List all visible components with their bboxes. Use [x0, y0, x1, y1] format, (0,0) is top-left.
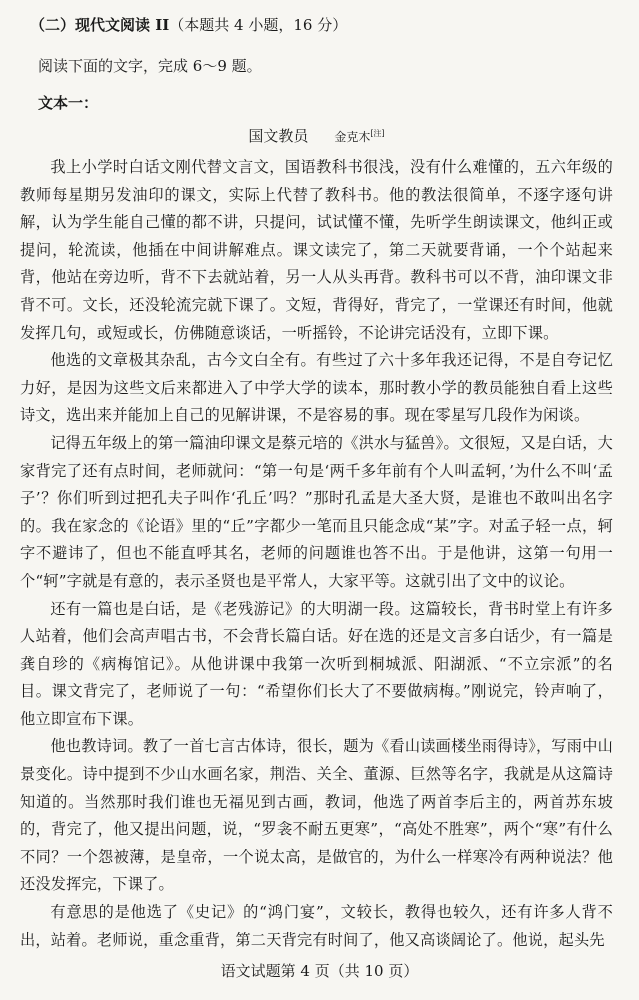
article-author: [334, 130, 384, 144]
paragraph-3: 记得五年级上的第一篇油印课文是蔡元培的《洪水与猛兽》。文很短，又是白话，大家背完了还有点时间，老师就问：“第一句是‘两千多年前有个人叫孟轲，’为什么不叫‘孟子’？你们听到过把孔夫子叫作‘孔丘’吗？”那时孔孟是大圣大贤，是谁也不敢叫出名字的。我在家念的《论语》里的“丘”字都少一笔而且只能念成“某”字。对孟子轻一点，轲字不避讳了，但也不能直呼其名，老师的问题谁也答不出。于是他讲，这第一句用一个“轲”字就是有意的，表示圣贤也是平常人，大家平等。这就引出了文中的议论。: [20, 433, 613, 590]
paragraph-4: 还有一篇也是白话，是《老残游记》的大明湖一段。这篇较长，背书时堂上有许多人站着，他们会高声唱古书，不会背长篇白话。好在选的还是文言多白话少，有一篇是龚自珍的《病梅馆记》。从他讲课中我第一次听到桐城派、阳湖派、“不立宗派”的名目。课文背完了，老师说了一句：“希望你们长大了不要做病梅。”刚说完，铃声响了，他立即宣布下课。: [20, 599, 613, 728]
author-note: [注]: [370, 129, 385, 138]
article-body: [20, 154, 613, 954]
section-subtitle: （本题共 4 小题，16 分）: [169, 16, 348, 34]
article-heading: [20, 125, 613, 146]
section-title: （二）现代文阅读 II: [30, 16, 170, 34]
reading-instruction: 阅读下面的文字，完成 6～9 题。: [38, 57, 262, 75]
section-heading: [30, 14, 613, 35]
author-name: 金克木: [334, 130, 371, 144]
paragraph-5: 他也教诗词。教了一首七言古体诗，很长，题为《看山读画楼坐雨得诗》，写雨中山景变化。诗中提到不少山水画名家，荆浩、关全、董源、巨然等名字，我就是从这篇诗知道的。当然那时我们谁也无福见到古画，教词，他选了两首李后主的，两首苏东坡的，背完了，他又提出问题，说，“罗衾不耐五更寒”，“高处不胜寒”，两个“寒”有什么不同？一个怨被薄，是皇帝，一个说太高，是做官的，为什么一样寒冷有两种说法？他还没发挥完，下课了。: [20, 737, 613, 894]
paragraph-1: 我上小学时白话文刚代替文言文，国语教科书很浅，没有什么难懂的，五六年级的教师每星期另发油印的课文，实际上代替了教科书。他的教法很简单，不逐字逐句讲解，认为学生能自己懂的都不讲，只提问，试试懂不懂，先听学生朗读课文，他纠正或提问，轮流读，他插在中间讲解难点。课文读完了，第二天就要背诵，一个个站起来背，他站在旁边听，背不下去就站着，另一人从头再背。教科书可以不背，油印课文非背不可。文长，还没轮流完就下课了。文短，背得好，背完了，一堂课还有时间，他就发挥几句，或短或长，仿佛随意谈话，一听摇铃，不论讲完话没有，立即下课。: [20, 158, 613, 342]
article-title: 国文教员: [248, 127, 309, 145]
paragraph-2: 他选的文章极其杂乱，古今文白全有。有些过了六十多年我还记得，不是自夸记忆力好，是因为这些文后来都进入了中学大学的读本，那时教小学的教员能独自看上这些诗文，选出来并能加上自己的见解讲课，不是容易的事。现在零星写几段作为闲谈。: [20, 351, 613, 425]
page-footer: 语文试题第 4 页（共 10 页）: [220, 962, 419, 980]
paragraph-6: 有意思的是他选了《史记》的“鸿门宴”，文较长，教得也较久，还有许多人背不出，站着。老师说，重念重背，第二天背完有时间了，他又高谈阔论了。他说，起头先: [20, 903, 613, 949]
text-label: 文本一：: [38, 94, 99, 112]
